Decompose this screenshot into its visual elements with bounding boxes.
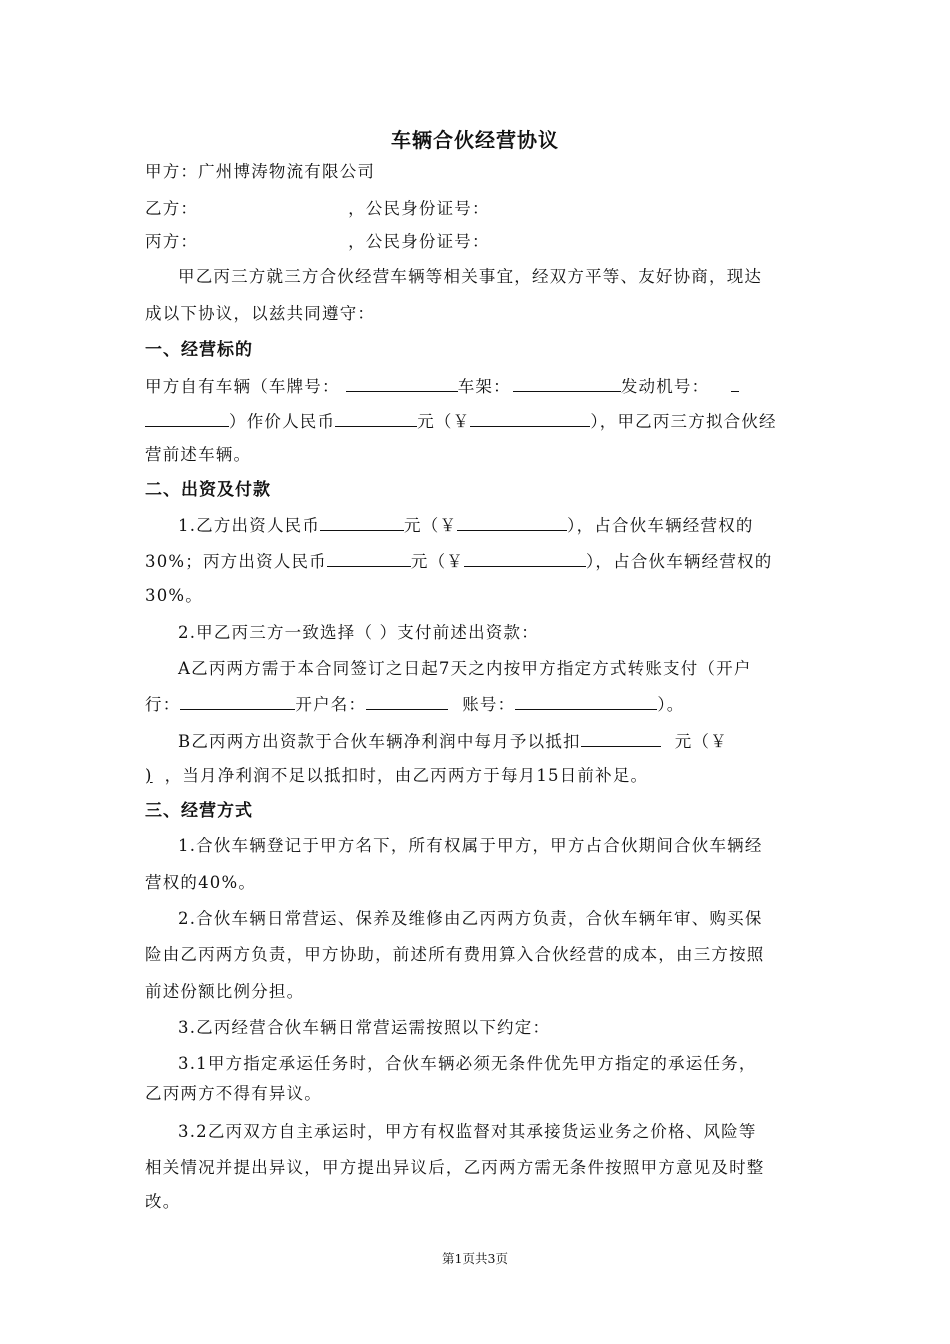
price-blank <box>335 410 417 427</box>
party-c-line <box>145 232 815 252</box>
s2-1-text-a: 1.乙方出资人民币 <box>178 516 321 535</box>
s3-3-1-line-1: 3.1甲方指定承运任务时，合伙车辆必须无条件优先甲方指定的承运任务， <box>178 1054 757 1073</box>
party-b-id-label: ，公民身份证号： <box>348 199 490 218</box>
account-number-blank <box>515 693 657 710</box>
s2-A-line-2 <box>145 693 815 715</box>
s1-text-a: 甲方自有车辆（车牌号： <box>145 377 340 396</box>
party-c-label: 丙方： <box>145 232 199 251</box>
page-number-footer: 第1页共3页 <box>442 1251 508 1266</box>
plate-blank <box>346 375 458 392</box>
s2-1-line-3: 30%。 <box>145 586 203 605</box>
s2-2-line: 2.甲乙丙三方一致选择（ ）支付前述出资款： <box>178 623 539 642</box>
s1-line-1 <box>145 375 815 397</box>
s3-3-line: 3.乙丙经营合伙车辆日常营运需按照以下约定： <box>178 1018 551 1037</box>
c-yuan-blank <box>464 550 586 567</box>
s1-text-c: 发动机号： <box>620 377 710 396</box>
s3-1-line-2: 营权的40%。 <box>145 873 257 892</box>
price-yuan-blank <box>470 410 590 427</box>
deduct-blank <box>581 730 661 747</box>
b-yuan-blank <box>457 514 567 531</box>
party-a-line: 甲方：广州博涛物流有限公司 <box>145 162 376 181</box>
engine-blank-cont <box>145 410 229 427</box>
section-2-heading: 二、出资及付款 <box>145 480 271 500</box>
s3-2-line-1: 2.合伙车辆日常营运、保养及维修由乙丙两方负责，合伙车辆年审、购买保 <box>178 909 763 928</box>
s2-A-text-c: 账号： <box>462 695 516 714</box>
s2-1-text-b: 元（￥ <box>404 516 458 535</box>
s2-A-text-a: 行： <box>145 695 181 714</box>
party-b-line <box>145 199 815 219</box>
s1-line-3: 营前述车辆。 <box>145 445 252 464</box>
bank-blank <box>180 693 295 710</box>
party-c-id-label: ，公民身份证号： <box>348 232 490 251</box>
s2-B-text-c: ，当月净利润不足以抵扣时，由乙丙两方于每月15日前补足。 <box>164 766 649 785</box>
s2-1-text-e: 元（￥ <box>410 552 464 571</box>
section-3-heading: 三、经营方式 <box>145 801 253 821</box>
s2-1-line-1 <box>178 514 815 536</box>
s2-B-line-2 <box>145 766 815 786</box>
s2-B-text-a: B乙丙两方出资款于合伙车辆净利润中每月予以抵扣 <box>178 732 581 751</box>
deduct-yuan-close: ) <box>145 766 153 785</box>
s3-2-line-3: 前述份额比例分担。 <box>145 982 305 1001</box>
s1-text-b: 车架： <box>457 377 511 396</box>
s2-A-text-b: 开户名： <box>295 695 367 714</box>
s3-3-1-line-2: 乙丙两方不得有异议。 <box>145 1084 322 1103</box>
s2-1-text-f: ），占合伙车辆经营权的 <box>585 552 773 571</box>
s3-1-line-1: 1.合伙车辆登记于甲方名下，所有权属于甲方，甲方占合伙期间合伙车辆经 <box>178 836 763 855</box>
s3-3-2-line-2: 相关情况并提出异议，甲方提出异议后，乙丙两方需无条件按照甲方意见及时整 <box>145 1158 765 1177</box>
s3-2-line-2: 险由乙丙两方负责，甲方协助，前述所有费用算入合伙经营的成本，由三方按照 <box>145 945 765 964</box>
s2-A-line-1: A乙丙两方需于本合同签订之日起7天之内按甲方指定方式转账支付（开户 <box>178 659 752 678</box>
b-amount-blank <box>320 514 404 531</box>
account-name-blank <box>366 693 448 710</box>
frame-blank <box>513 375 621 392</box>
s1-text-e: 元（￥ <box>417 412 471 431</box>
engine-blank <box>731 375 739 392</box>
s3-3-2-line-3: 改。 <box>145 1192 181 1211</box>
intro-line-2: 成以下协议，以兹共同遵守： <box>145 304 376 323</box>
section-1-heading: 一、经营标的 <box>145 340 253 360</box>
s2-1-text-c: ），占合伙车辆经营权的 <box>567 516 754 535</box>
s1-text-f: ），甲乙丙三方拟合伙经 <box>590 412 777 431</box>
document-title: 车辆合伙经营协议 <box>391 128 559 152</box>
s1-line-2 <box>145 410 815 432</box>
intro-line-1: 甲乙丙三方就三方合伙经营车辆等相关事宜，经双方平等、友好协商，现达 <box>178 267 763 286</box>
s2-B-line-1 <box>178 730 815 752</box>
s2-1-text-d: 30%；丙方出资人民币 <box>145 552 327 571</box>
s2-A-text-d: ）。 <box>657 695 685 714</box>
s1-text-d: ）作价人民币 <box>229 412 336 431</box>
s2-B-text-b: 元（￥ <box>674 732 728 751</box>
s3-3-2-line-1: 3.2乙丙双方自主承运时，甲方有权监督对其承接货运业务之价格、风险等 <box>178 1122 757 1141</box>
party-b-label: 乙方： <box>145 199 199 218</box>
s2-1-line-2 <box>145 550 815 572</box>
c-amount-blank <box>327 550 411 567</box>
